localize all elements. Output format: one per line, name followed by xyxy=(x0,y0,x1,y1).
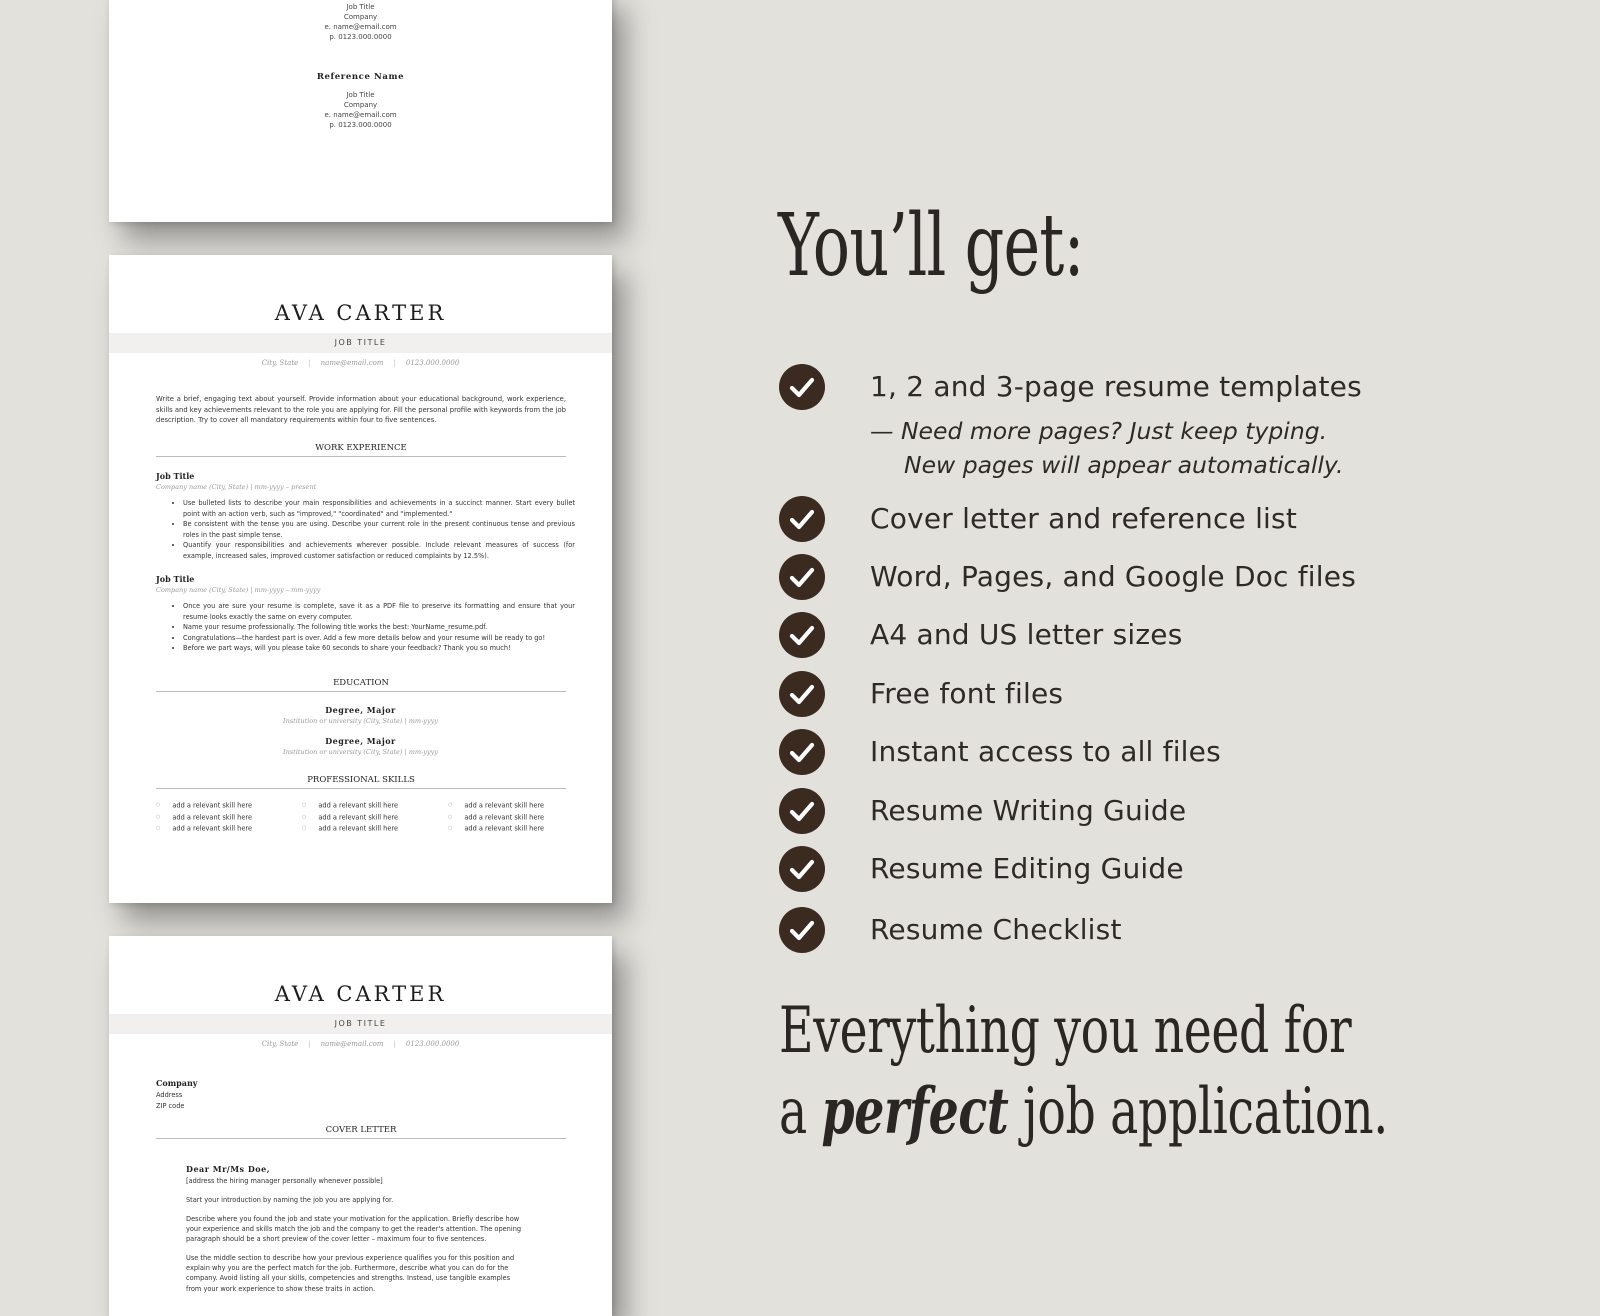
reference-email: e. name@email.com xyxy=(324,111,397,119)
cover-name: AVA CARTER xyxy=(274,982,447,1006)
skills-column xyxy=(302,800,442,835)
job-bullet: • Use bulleted lists to describe your main responsibilities and achievements in a succinct manner. Start every bullet point with an action verb, such as "improved," "coordinated" and "implemented." xyxy=(183,498,575,519)
resume-summary: Write a brief, engaging text about yourself. Provide information about your educational background, work experience, skills and key achievements relevant to the role you are applying for. Fill the personal profile with keywords from the job description. Try to cover all mandatory requirements within four to five sentences. xyxy=(156,395,566,424)
job-bullet: • Congratulations—the hardest part is over. Add a few more details below and your resume will be ready to go! xyxy=(183,633,575,644)
cover-paragraph: Describe where you found the job and state your motivation for the application. Briefly describe how your experience and skills match the job and the company to get the reader's attention. The opening paragraph should be a short preview of the cover letter – maximum four to five sentences. xyxy=(186,1215,522,1244)
job-title: Job Title xyxy=(156,574,195,584)
professional-skills-heading: PROFESSIONAL SKILLS xyxy=(156,775,566,789)
reference-job-title: Job Title xyxy=(346,91,375,99)
check-icon xyxy=(779,846,825,892)
contact-phone: 0123.000.0000 xyxy=(405,359,460,367)
tagline-rest: job application. xyxy=(1023,1075,1388,1149)
skill-item: ○ add a relevant skill here xyxy=(156,800,296,812)
feature-item: Resume Writing Guide xyxy=(870,794,1187,827)
cover-letter-heading: COVER LETTER xyxy=(156,1125,566,1139)
cover-paragraph: Start your introduction by naming the job you are applying for. xyxy=(186,1196,394,1204)
reference-job-title: Job Title xyxy=(346,3,375,11)
contact-city: City, State xyxy=(261,359,299,367)
reference-entry xyxy=(109,2,612,42)
feature-note-line: New pages will appear automatically. xyxy=(904,451,1344,479)
skill-item: ○ add a relevant skill here xyxy=(156,812,296,824)
promo-heading: You’ll get: xyxy=(778,196,1084,296)
job-title: Job Title xyxy=(156,471,195,481)
skill-item: ○ add a relevant skill here xyxy=(448,812,588,824)
feature-item: A4 and US letter sizes xyxy=(870,618,1183,651)
check-icon xyxy=(779,671,825,717)
job-bullets xyxy=(174,601,575,654)
skills-column xyxy=(156,800,296,835)
resume-contact-line: City, State | name@email.com | 0123.000.0000 xyxy=(261,359,460,367)
check-icon xyxy=(779,729,825,775)
cover-job-title: JOB TITLE xyxy=(109,1014,612,1034)
reference-company: Company xyxy=(343,101,378,109)
tagline-perfect: perfect xyxy=(821,1074,1009,1149)
skill-item: ○ add a relevant skill here xyxy=(448,800,588,812)
recipient-address: Address xyxy=(156,1091,183,1099)
feature-note-line: — Need more pages? Just keep typing. xyxy=(870,417,1328,445)
cover-letter-page-preview xyxy=(109,936,612,1316)
contact-email: name@email.com xyxy=(320,1040,384,1048)
tagline-line-1: Everything you need for xyxy=(779,994,1352,1068)
feature-item: Free font files xyxy=(870,677,1064,710)
skill-item: ○ add a relevant skill here xyxy=(302,812,442,824)
job-bullet: • Once you are sure your resume is complete, save it as a PDF file to preserve its formatting and ensure that your resume looks exactly the same on every computer. xyxy=(183,601,575,622)
check-icon xyxy=(779,496,825,542)
recipient-zip: ZIP code xyxy=(156,1102,185,1110)
reference-entry xyxy=(109,72,612,130)
contact-city: City, State xyxy=(261,1040,299,1048)
feature-item: Cover letter and reference list xyxy=(870,502,1297,535)
cover-paragraph: Use the middle section to describe how your previous experience qualifies you for this position and explain why you are the perfect match for the job. Furthermore, describe what you can do for the company. Avoid listing all your skills, competencies and strengths. Instead, use tangible examples from your work experience to show these traits in action. xyxy=(186,1254,515,1293)
feature-item: Resume Editing Guide xyxy=(870,852,1184,885)
reference-phone: p. 0123.000.0000 xyxy=(329,121,392,129)
tagline-a: a xyxy=(779,1075,807,1149)
skill-item: ○ add a relevant skill here xyxy=(448,823,588,835)
contact-phone: 0123.000.0000 xyxy=(405,1040,460,1048)
reference-name: Reference Name xyxy=(316,72,405,82)
reference-phone: p. 0123.000.0000 xyxy=(329,33,392,41)
recipient-company: Company xyxy=(156,1078,198,1088)
feature-item: Word, Pages, and Google Doc files xyxy=(870,560,1356,593)
check-icon xyxy=(779,907,825,953)
feature-item: Resume Checklist xyxy=(870,913,1122,946)
skill-item: ○ add a relevant skill here xyxy=(156,823,296,835)
salutation: Dear Mr/Ms Doe, xyxy=(186,1164,270,1174)
cover-contact-line: City, State | name@email.com | 0123.000.0000 xyxy=(261,1040,460,1048)
feature-item: 1, 2 and 3-page resume templates xyxy=(870,370,1362,403)
job-bullet: • Be consistent with the tense you are using. Describe your current role in the present continuous tense and previous roles in the past simple tense. xyxy=(183,519,575,540)
skills-column xyxy=(448,800,588,835)
job-bullets xyxy=(174,498,575,562)
contact-email: name@email.com xyxy=(320,359,384,367)
education-entry xyxy=(109,705,612,725)
resume-name: AVA CARTER xyxy=(274,301,447,325)
skill-item: ○ add a relevant skill here xyxy=(302,823,442,835)
check-icon xyxy=(779,554,825,600)
reference-company: Company xyxy=(343,13,378,21)
feature-item: Instant access to all files xyxy=(870,735,1221,768)
job-bullet: • Quantify your responsibilities and achievements wherever possible. Include relevant measures of success (for example, increased sales, improved customer satisfaction or reduced complaints by 12.5%). xyxy=(183,540,575,561)
salutation-note: [address the hiring manager personally whenever possible] xyxy=(186,1177,383,1185)
education-entry xyxy=(109,736,612,756)
job-meta: Company name (City, State) | mm-yyyy – mm-yyyy xyxy=(156,586,321,594)
institution: Institution or university (City, State) | mm-yyyy xyxy=(283,748,438,756)
institution: Institution or university (City, State) | mm-yyyy xyxy=(283,717,438,725)
skill-item: ○ add a relevant skill here xyxy=(302,800,442,812)
tagline-line-2 xyxy=(779,1074,1388,1149)
check-icon xyxy=(779,788,825,834)
resume-page-preview xyxy=(109,255,612,903)
degree: Degree, Major xyxy=(325,705,396,715)
work-experience-heading: WORK EXPERIENCE xyxy=(156,443,566,457)
job-bullet: • Before we part ways, will you please take 60 seconds to share your feedback? Thank you so much! xyxy=(183,643,575,654)
check-icon xyxy=(779,612,825,658)
check-icon xyxy=(779,364,825,410)
resume-job-title: JOB TITLE xyxy=(109,333,612,353)
education-heading: EDUCATION xyxy=(156,678,566,692)
reference-email: e. name@email.com xyxy=(324,23,397,31)
job-bullet: • Name your resume professionally. The following title works the best: YourName_resume.pdf. xyxy=(183,622,575,633)
references-page-preview xyxy=(109,0,612,222)
degree: Degree, Major xyxy=(325,736,396,746)
job-meta: Company name (City, State) | mm-yyyy – present xyxy=(156,483,317,491)
